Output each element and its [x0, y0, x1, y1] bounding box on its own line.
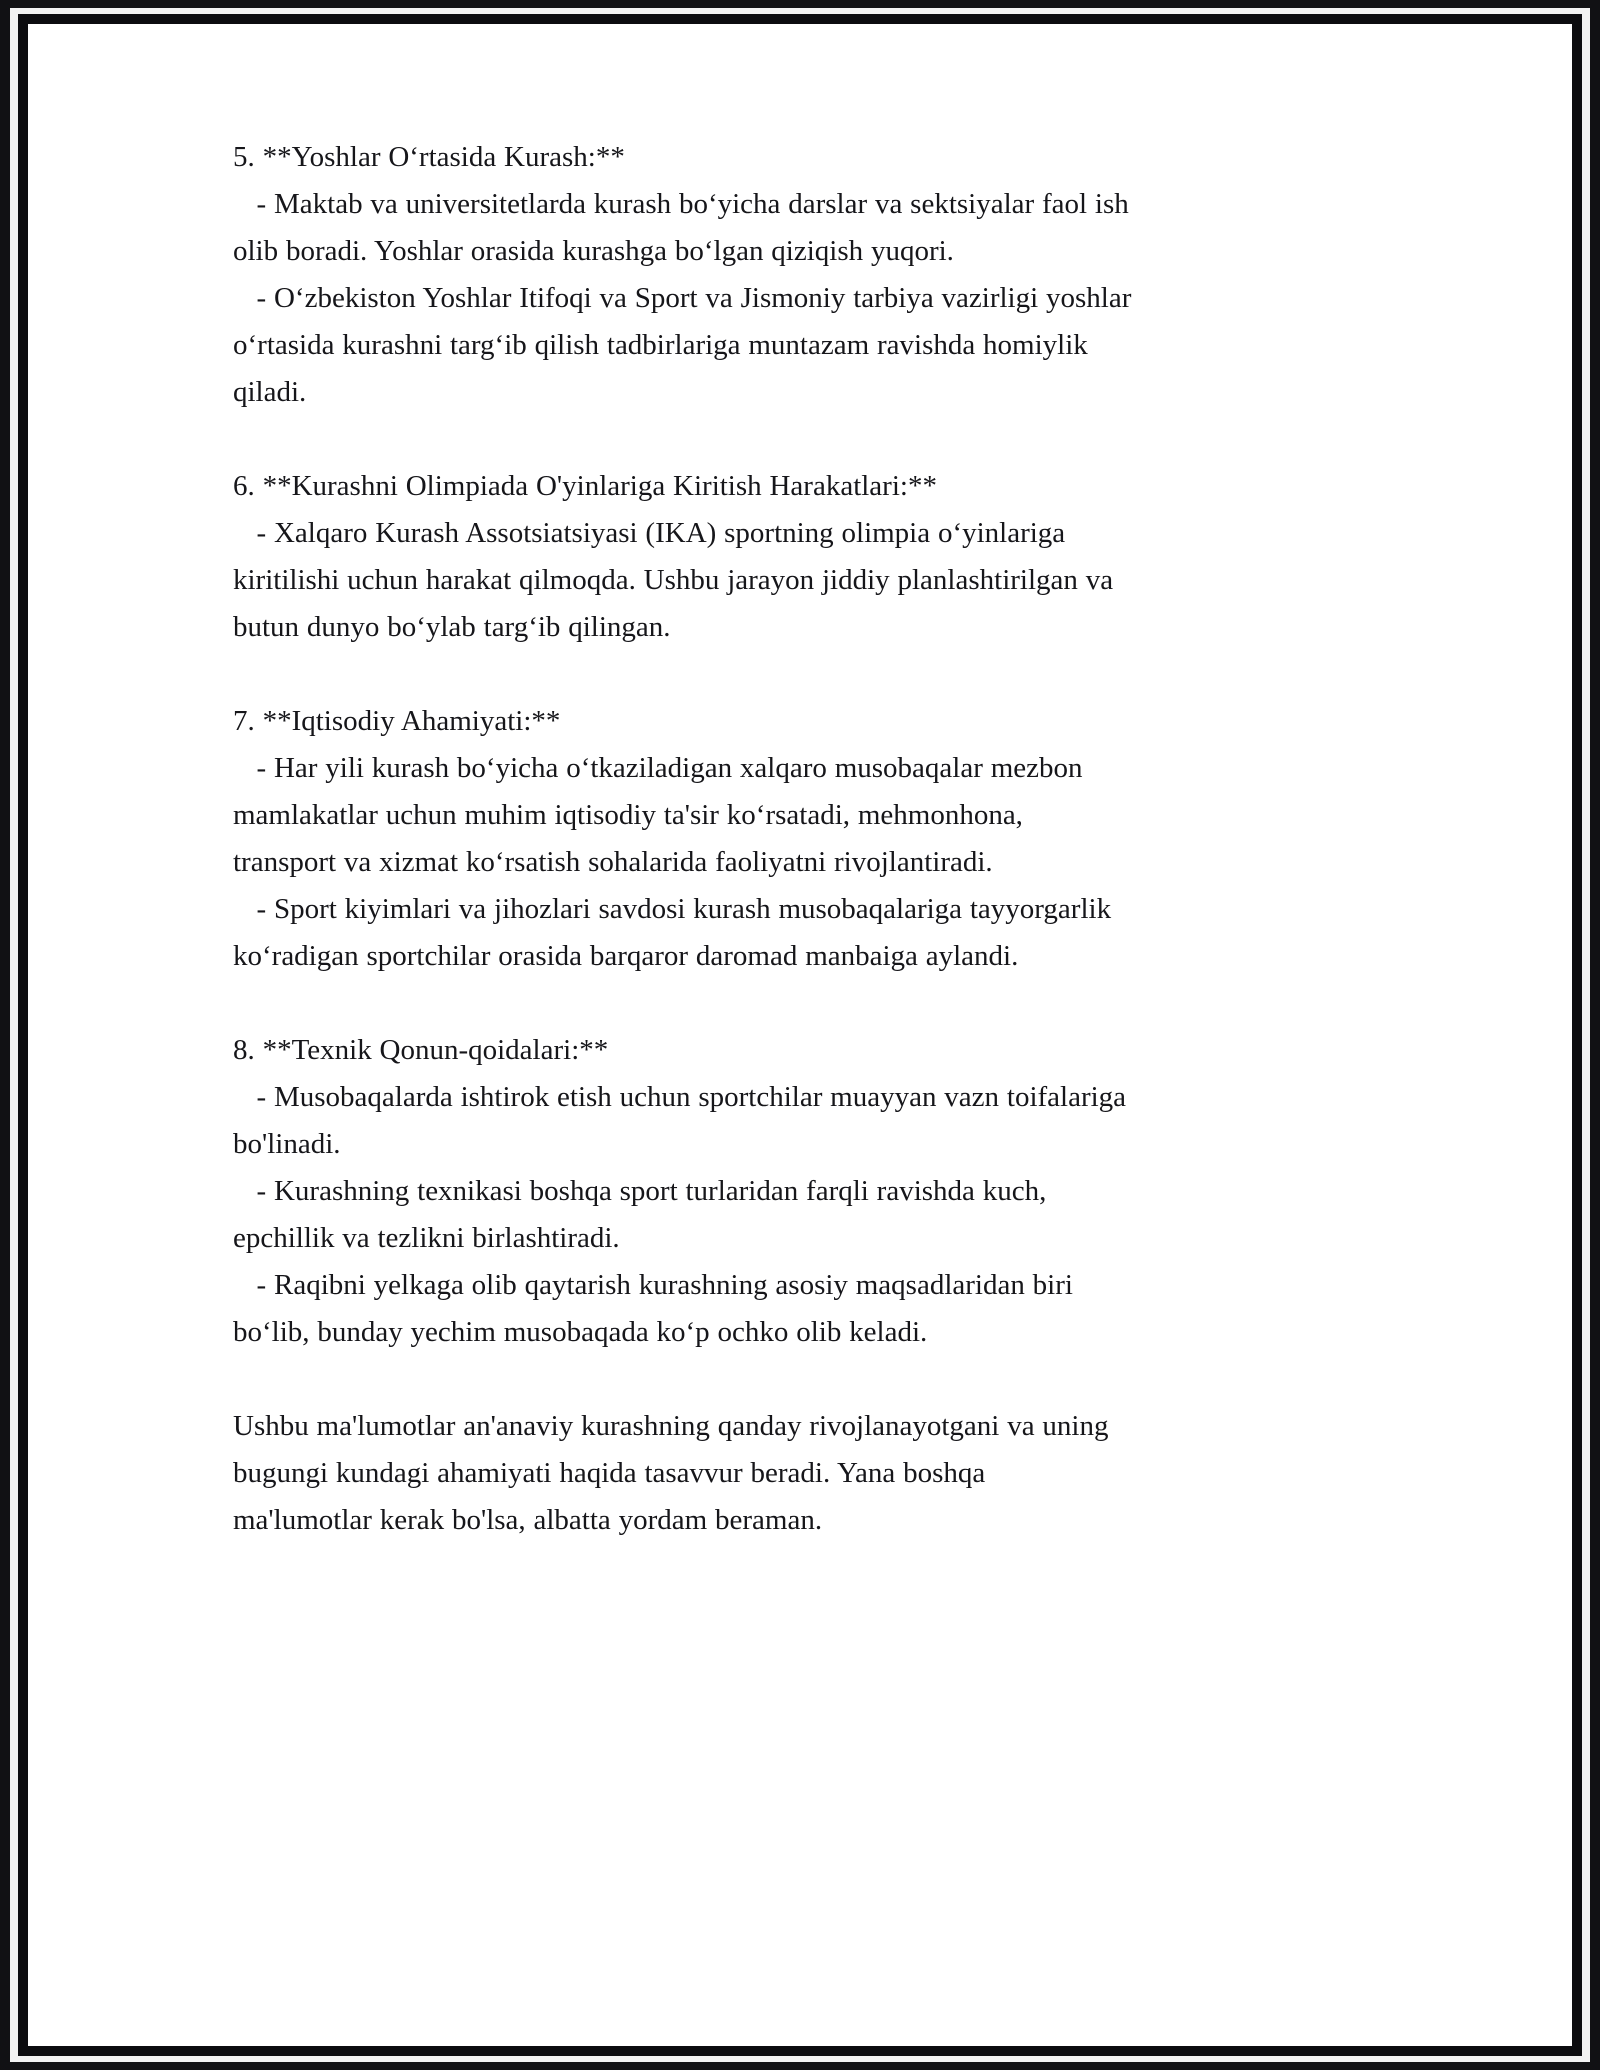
text-block-section-8 — [233, 1027, 1373, 1356]
body-line: o‘rtasida kurashni targ‘ib qilish tadbirlariga muntazam ravishda homiylik — [233, 329, 1088, 361]
body-line: - Maktab va universitetlarda kurash bo‘yicha darslar va sektsiyalar faol ish — [233, 188, 1129, 220]
body-line: Ushbu ma'lumotlar an'anaviy kurashning qanday rivojlanayotgani va uning — [233, 1410, 1109, 1442]
body-line: kiritilishi uchun harakat qilmoqda. Ushbu jarayon jiddiy planlashtirilgan va — [233, 564, 1114, 596]
body-line: transport va xizmat ko‘rsatish sohalarida faoliyatni rivojlantiradi. — [233, 846, 993, 878]
section-heading: 5. **Yoshlar O‘rtasida Kurash:** — [233, 141, 625, 173]
body-line: olib boradi. Yoshlar orasida kurashga bo‘lgan qiziqish yuqori. — [233, 235, 954, 267]
body-line: bugungi kundagi ahamiyati haqida tasavvur beradi. Yana boshqa — [233, 1457, 986, 1489]
text-block-closing — [233, 1403, 1373, 1544]
body-line: qiladi. — [233, 376, 307, 408]
text-block-section-6 — [233, 463, 1373, 651]
body-line: butun dunyo bo‘ylab targ‘ib qilingan. — [233, 611, 671, 643]
body-line: bo‘lib, bunday yechim musobaqada ko‘p ochko olib keladi. — [233, 1316, 928, 1348]
body-line: mamlakatlar uchun muhim iqtisodiy ta'sir ko‘rsatadi, mehmonhona, — [233, 799, 1023, 831]
body-line: - Musobaqalarda ishtirok etish uchun sportchilar muayyan vazn toifalariga — [233, 1081, 1127, 1113]
body-line: epchillik va tezlikni birlashtiradi. — [233, 1222, 620, 1254]
body-line: - Har yili kurash bo‘yicha o‘tkaziladigan xalqaro musobaqalar mezbon — [233, 752, 1083, 784]
body-line: ma'lumotlar kerak bo'lsa, albatta yordam beraman. — [233, 1504, 823, 1536]
document-body — [233, 134, 1373, 1544]
paper-surface — [28, 24, 1572, 2046]
text-block-section-5 — [233, 134, 1373, 416]
body-line: - Sport kiyimlari va jihozlari savdosi kurash musobaqalariga tayyorgarlik — [233, 893, 1112, 925]
section-heading: 6. **Kurashni Olimpiada O'yinlariga Kiritish Harakatlari:** — [233, 470, 937, 502]
body-line: ko‘radigan sportchilar orasida barqaror daromad manbaiga aylandi. — [233, 940, 1019, 972]
text-block-section-7 — [233, 698, 1373, 980]
body-line: - Raqibni yelkaga olib qaytarish kurashning asosiy maqsadlaridan biri — [233, 1269, 1073, 1301]
body-line: bo'linadi. — [233, 1128, 341, 1160]
body-line: - Xalqaro Kurash Assotsiatsiyasi (IKA) sportning olimpia o‘yinlariga — [233, 517, 1066, 549]
body-line: - Kurashning texnikasi boshqa sport turlaridan farqli ravishda kuch, — [233, 1175, 1047, 1207]
section-heading: 8. **Texnik Qonun-qoidalari:** — [233, 1034, 609, 1066]
section-heading: 7. **Iqtisodiy Ahamiyati:** — [233, 705, 561, 737]
body-line: - O‘zbekiston Yoshlar Itifoqi va Sport va Jismoniy tarbiya vazirligi yoshlar — [233, 282, 1132, 314]
